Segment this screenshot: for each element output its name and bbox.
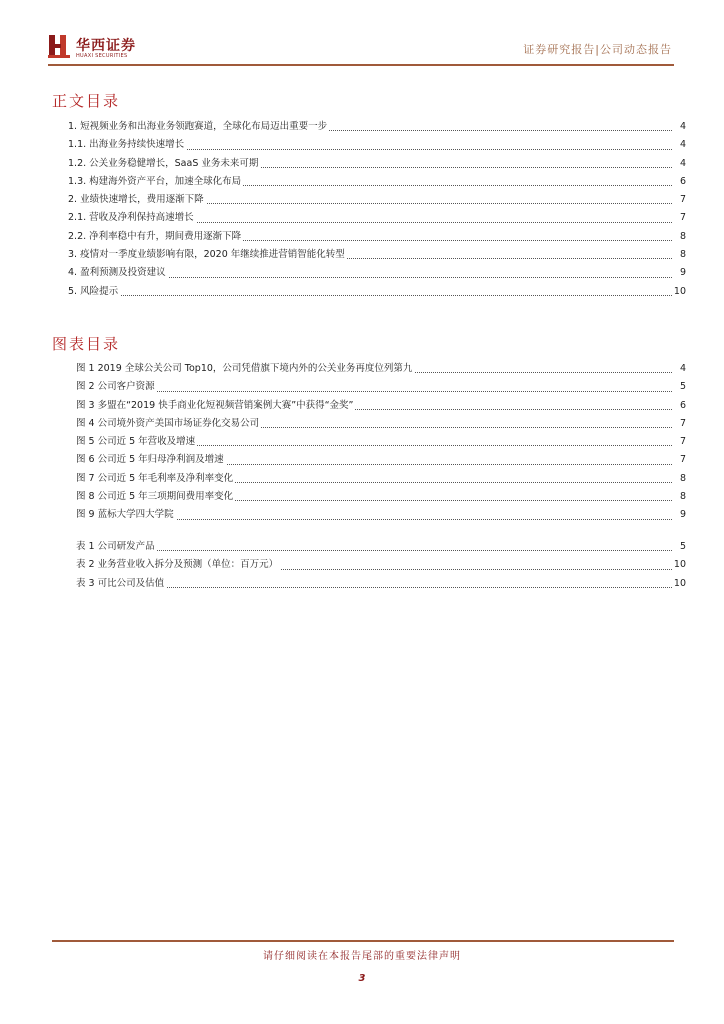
header-rule — [48, 64, 674, 66]
toc-entry-page: 8 — [678, 228, 686, 246]
toc-entry-page: 4 — [678, 155, 686, 173]
toc-entry-label: 1.2. 公关业务稳健增长，SaaS 业务未来可期 — [68, 157, 259, 169]
table-list — [76, 538, 686, 593]
figure-entry-label: 图 7 公司近 5 年毛利率及净利率变化 — [76, 472, 234, 484]
figure-entry-page: 6 — [678, 397, 686, 415]
toc-entry[interactable] — [68, 191, 686, 209]
toc-entry[interactable] — [68, 155, 686, 173]
page-header — [48, 33, 674, 65]
figures-title: 图表目录 — [52, 335, 121, 353]
toc-entry[interactable] — [68, 136, 686, 154]
figure-entry-page: 4 — [678, 360, 686, 378]
figure-entry[interactable] — [76, 451, 686, 469]
figure-entry-label: 图 2 公司客户资源 — [76, 381, 155, 393]
table-entry[interactable] — [76, 575, 686, 593]
toc-entry-page: 6 — [678, 173, 686, 191]
toc-entry[interactable] — [68, 209, 686, 227]
toc-entry-label: 1. 短视频业务和出海业务领跑赛道，全球化布局迈出重要一步 — [68, 121, 328, 132]
table-entry-page: 5 — [678, 538, 686, 556]
figure-entry[interactable] — [76, 470, 686, 488]
toc-title: 正文目录 — [52, 92, 121, 110]
toc-entry-page: 9 — [678, 264, 686, 282]
table-entry-label: 表 2 业务营业收入拆分及预测（单位：百万元） — [76, 559, 279, 571]
dot-leader — [76, 391, 672, 392]
figure-entry-page: 7 — [678, 451, 686, 469]
figure-entry-label: 图 4 公司境外资产美国市场证券化交易公司 — [76, 417, 260, 429]
logo-name-cn: 华西证券 — [76, 38, 136, 54]
table-entry-page: 10 — [672, 575, 686, 593]
toc-entry[interactable] — [68, 283, 686, 301]
dot-leader — [68, 295, 672, 296]
huaxi-logo-icon — [48, 33, 70, 59]
legal-disclaimer: 请仔细阅读在本报告尾部的重要法律声明 — [263, 951, 461, 962]
toc-entry-page: 7 — [678, 209, 686, 227]
toc-entry-label: 4. 盈利预测及投资建议 — [68, 267, 166, 279]
toc-list — [68, 118, 686, 301]
figure-entry-page: 5 — [678, 378, 686, 396]
footer-rule — [52, 940, 674, 942]
toc-entry-label: 1.1. 出海业务持续快速增长 — [68, 139, 185, 151]
dot-leader — [76, 550, 672, 551]
figure-entry-label: 图 1 2019 全球公关公司 Top10，公司凭借旗下境内外的公关业务再度位列第九 — [76, 363, 413, 374]
toc-entry-label: 2.1. 营收及净利保持高速增长 — [68, 212, 194, 224]
figure-list — [76, 360, 686, 525]
figure-entry-label: 图 3 多盟在“2019 快手商业化短视频营销案例大赛”中获得“金奖” — [76, 399, 354, 411]
figure-entry[interactable] — [76, 433, 686, 451]
figure-entry-page: 8 — [678, 470, 686, 488]
figure-entry-page: 8 — [678, 488, 686, 506]
page-number: 3 — [358, 973, 366, 984]
toc-entry-label: 5. 风险提示 — [68, 285, 119, 297]
figure-entry[interactable] — [76, 397, 686, 415]
figure-entry[interactable] — [76, 488, 686, 506]
report-type-label: 证券研究报告|公司动态报告 — [523, 43, 672, 56]
toc-entry-page: 8 — [678, 246, 686, 264]
toc-entry-page: 10 — [672, 283, 686, 301]
toc-entry[interactable] — [68, 228, 686, 246]
toc-entry-label: 1.3. 构建海外资产平台，加速全球化布局 — [68, 175, 242, 187]
figure-entry-label: 图 9 蓝标大学四大学院 — [76, 509, 174, 521]
figure-entry[interactable] — [76, 415, 686, 433]
toc-entry-label: 3. 疫情对一季度业绩影响有限，2020 年继续推进营销智能化转型 — [68, 249, 345, 261]
toc-entry-page: 7 — [678, 191, 686, 209]
figure-entry[interactable] — [76, 378, 686, 396]
figure-entry-label: 图 8 公司近 5 年三项期间费用率变化 — [76, 491, 234, 503]
figure-entry-page: 7 — [678, 415, 686, 433]
toc-entry[interactable] — [68, 246, 686, 264]
table-entry-page: 10 — [672, 556, 686, 574]
toc-entry[interactable] — [68, 118, 686, 136]
figure-entry-label: 图 5 公司近 5 年营收及增速 — [76, 436, 196, 448]
table-entry[interactable] — [76, 556, 686, 574]
toc-entry[interactable] — [68, 264, 686, 282]
table-entry[interactable] — [76, 538, 686, 556]
toc-entry-label: 2.2. 净利率稳中有升，期间费用逐渐下降 — [68, 230, 242, 242]
table-entry-label: 表 3 可比公司及估值 — [76, 577, 165, 589]
figure-entry-label: 图 6 公司近 5 年归母净利润及增速 — [76, 454, 224, 466]
toc-entry[interactable] — [68, 173, 686, 191]
toc-entry-page: 4 — [678, 136, 686, 154]
figure-entry-page: 9 — [678, 506, 686, 524]
figure-entry[interactable] — [76, 506, 686, 524]
figure-entry[interactable] — [76, 360, 686, 378]
toc-entry-label: 2. 业绩快速增长，费用逐渐下降 — [68, 194, 204, 206]
figure-entry-page: 7 — [678, 433, 686, 451]
table-entry-label: 表 1 公司研发产品 — [76, 541, 155, 552]
logo-name-en: HUAXI SECURITIES — [76, 53, 128, 59]
toc-entry-page: 4 — [678, 118, 686, 136]
